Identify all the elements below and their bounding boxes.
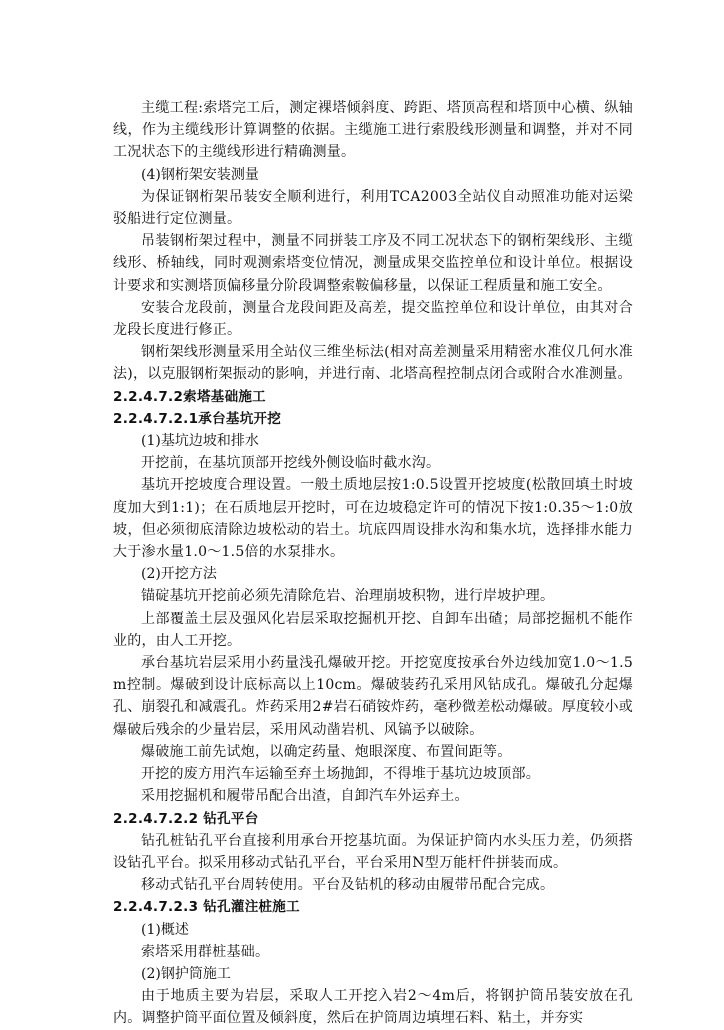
subheading-steel-casing: (2)钢护筒施工 [141,965,231,982]
paragraph-platform-reuse: 移动式钻孔平台周转使用。平台及钻机的移动由履带吊配合完成。 [141,877,555,894]
heading-drilling-platform: 2.2.4.7.2.2 钻孔平台 [113,810,259,827]
paragraph-spoil-transport: 开挖的废方用汽车运输至弃土场抛卸，不得堆于基坑边坡顶部。 [141,766,540,783]
paragraph-platform-setup: 钻孔桩钻孔平台直接利用承台开挖基坑面。为保证护筒内水头压力差，仍须搭设钻孔平台。拟采用移动式钻孔平台，平台采用N型万能杆件拼装而成。 [113,832,633,871]
paragraph-muck-removal: 采用挖掘机和履带吊配合出渣，自卸汽车外运弃土。 [141,788,469,805]
paragraph-intercepting-ditch: 开挖前，在基坑顶部开挖线外侧设临时截水沟。 [141,455,441,472]
paragraph-trial-blast: 爆破施工前先试炮，以确定药量、炮眼深度、布置间距等。 [141,743,512,760]
subheading-excavation-method: (2)开挖方法 [141,566,217,583]
paragraph-overburden-excavation: 上部覆盖土层及强风化岩层采取挖掘机开挖、自卸车出碴；局部挖掘机不能作业的，由人工开挖。 [113,610,633,649]
paragraph-excavation-slope: 基坑开挖坡度合理设置。一般土质地层按1:0.5设置开挖坡度(松散回填土时坡度加大到1:1)；在石质地层开挖时，可在边坡稳定许可的情况下按1:0.35～1:0放坡，但必须彻底清除边坡松动的岩土。坑底四周设排水沟和集水坑，选择排水能力大于渗水量1.0～1.5倍的水泵排水。 [113,477,633,561]
paragraph-truss-alignment-method: 钢桁架线形测量采用全站仪三维坐标法(相对高差测量采用精密水准仪几何水准法)，以克服钢桁架振动的影响，并进行南、北塔高程控制点闭合或附合水准测量。 [113,344,633,383]
paragraph-casing-installation: 由于地质主要为岩层，采取人工开挖入岩2～4m后，将钢护筒吊装安放在孔内。调整护筒平面位置及倾斜度，然后在护筒周边填埋石料、粘土，并夯实 [113,988,633,1027]
paragraph-closure-segment: 安装合龙段前，测量合龙段间距及高差，提交监控单位和设计单位，由其对合龙段长度进行修正。 [113,299,633,339]
subheading-overview: (1)概述 [141,921,189,938]
heading-bored-pile: 2.2.4.7.2.3 钻孔灌注桩施工 [113,899,300,916]
paragraph-anchorage-clearing: 锚碇基坑开挖前必须先清除危岩、治理崩坡积物，进行岸坡护理。 [141,588,555,605]
subheading-steel-truss-survey: (4)钢桁架安装测量 [141,166,259,183]
subheading-slope-drainage: (1)基坑边坡和排水 [141,433,259,450]
paragraph-main-cable-survey: 主缆工程:索塔完工后，测定裸塔倾斜度、跨距、塔顶高程和塔顶中心横、纵轴线，作为主缆线形计算调整的依据。主缆施工进行索股线形测量和调整，并对不同工况状态下的主缆线形进行精确测量。 [113,100,633,161]
heading-tower-foundation: 2.2.4.7.2索塔基础施工 [113,388,266,405]
heading-pile-cap-excavation: 2.2.4.7.2.1承台基坑开挖 [113,410,282,427]
paragraph-hoisting-survey: 吊装钢桁架过程中，测量不同拼装工序及不同工况状态下的钢桁架线形、主缆线形、桥轴线，同时观测索塔变位情况，测量成果交监控单位和设计单位。根据设计要求和实测塔顶偏移量分阶段调整索鞍偏移量，以保证工程质量和施工安全。 [113,233,633,294]
paragraph-blasting: 承台基坑岩层采用小药量浅孔爆破开挖。开挖宽度按承台外边线加宽1.0～1.5m控制。爆破到设计底标高以上10cm。爆破装药孔采用风钻成孔。爆破孔分起爆孔、崩裂孔和减震孔。炸药采用2#岩石硝铵炸药，毫秒微差松动爆破。厚度较小或爆破后残余的少量岩层，采用风动凿岩机、风镐予以破除。 [113,655,633,738]
document-body [113,97,633,1030]
paragraph-barge-positioning: 为保证钢桁架吊装安全顺利进行，利用TCA2003全站仪自动照准功能对运梁驳船进行定位测量。 [113,188,633,228]
paragraph-pile-group: 索塔采用群桩基础。 [141,943,270,960]
